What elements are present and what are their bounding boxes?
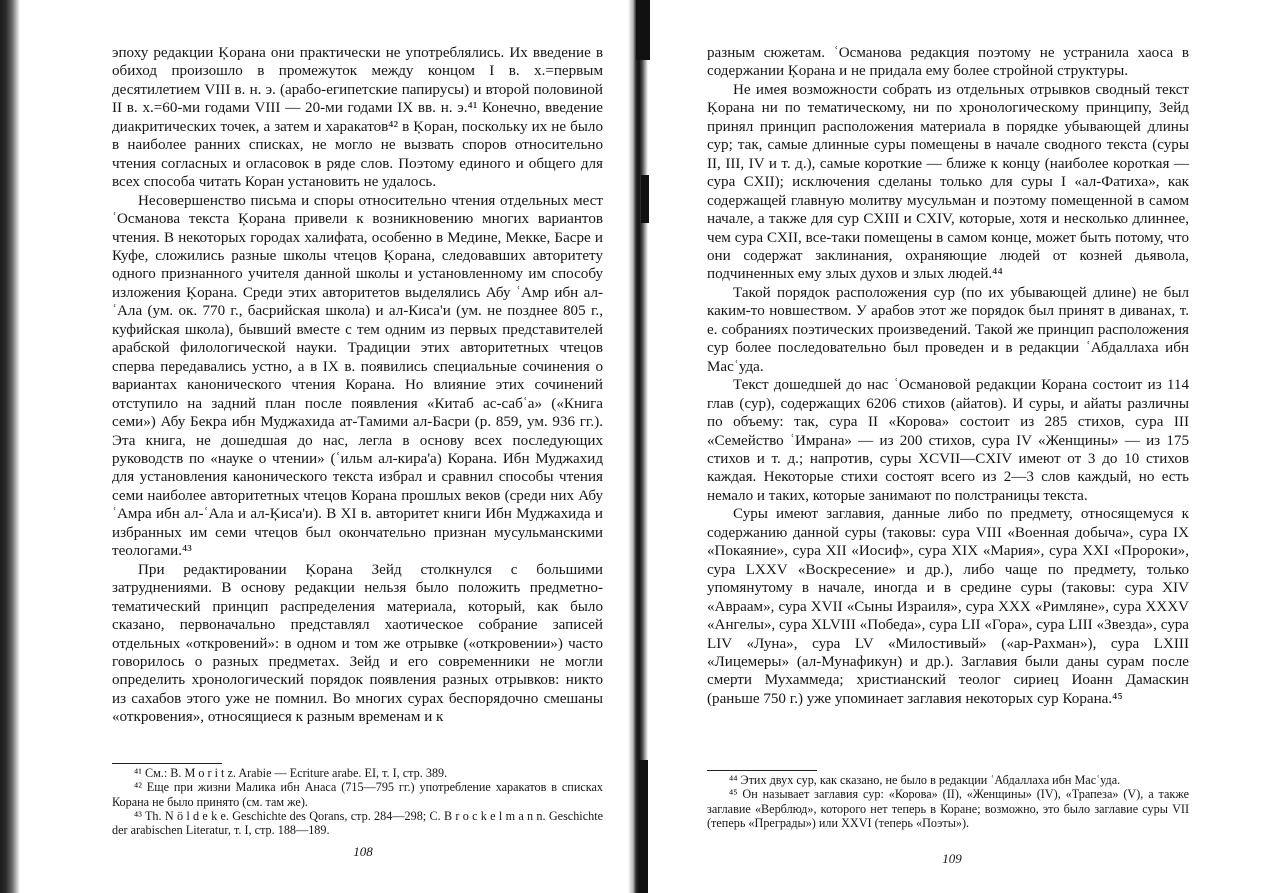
left-page <box>112 44 603 727</box>
right-page-body <box>707 44 1189 708</box>
gutter-mark <box>641 175 649 223</box>
paragraph: Не имея возможности собрать из отдельных отрывков сводный текст Ķорана ни по тематическому, ни по хронологическому принципу, Зейд принял принцип расположения материала в порядке убывающей длины сур; так, самые длинные суры помещены в начале сводного текста (суры II, III, IV и т. д.), самые короткие — ближе к концу (наиболее короткая — сура CXII); исключения сделаны только для суры I «ал-Фатиха», как содержащей главную молитву мусульман и поэтому помещенной в самом начале, а также для сур CXIII и CXIV, которые, хотя и несколько длиннее, чем сура CXII, все-таки помещены в самом конце, может быть потому, что они содержат заклинания, охраняющие людей от козней дьявола, подчиненных ему злых духов и злых людей.⁴⁴ <box>707 81 1189 283</box>
gutter-mark <box>636 0 650 60</box>
paragraph: Несовершенство письма и споры относительно чтения отдельных мест ʿОсманова текста Ķорана привели к возникновению многих вариантов чтения. В некоторых городах халифата, особенно в Медине, Мекке, Басре и Куфе, сложились разные школы чтецов Ķорана, следовавших авторитету одного признанного учителя данной школы и установленному им способу изложения Ķорана. Среди этих авторитетов выделялись Абу ʿАмр ибн ал-ʿАла (ум. ок. 770 г., басрийская школа) и ал-Киса'и (ум. не позднее 805 г., куфийская школа), бывший вместе с тем одним из первых представителей арабской филологической науки. Традиции этих авторитетных чтецов сперва передавались устно, а в IX в. появились специальные сочинения о вариантах канонического чтения Корана. Но влияние этих сочинений отступило на задний план после появления «Китаб ас-сабʿа» («Книга семи») Абу Бекра ибн Муджахида ат-Тамими ал-Басри (р. 859, ум. 936 гг.). Эта книга, не дошедшая до нас, легла в основу всех последующих руководств по «науке о чтении» (ʿильм ал-кира'а) Корана. Ибн Муджахид для установления канонического текста избрал и сравнил способы чтения семи наиболее авторитетных чтецов Корана прошлых веков (среди них Абу ʿАмра ибн ал-ʿАла и ал-Ķиса'и). В XI в. авторитет книги Ибн Муджахида и избранных им семи чтецов был окончательно признан мусульманскими теологами.⁴³ <box>112 192 603 560</box>
paragraph: Такой порядок расположения сур (по их убывающей длине) не был каким-то новшеством. У арабов этот же порядок был принят в диванах, т. е. собраниях поэтических произведений. Такой же принцип расположения сур более последовательно был проведен и в редакции ʿАбдаллаха ибн Масʿуда. <box>707 284 1189 375</box>
paragraph: Суры имеют заглавия, данные либо по предмету, относящемуся к содержанию данной суры (таковы: сура VIII «Военная добыча», сура IX «Покаяние», сура XII «Иосиф», сура XIX «Мария», сура XXI «Пророки», сура LXXV «Воскресение» и др.), либо чаще по предмету, только упомянутому в начале, иногда и в средине суры (таковы: сура XIV «Авраам», сура XVII «Сыны Израиля», сура XXX «Римляне», сура XXXV «Ангелы», сура XLVIII «Победа», сура LII «Гора», сура LIII «Звезда», сура LIV «Луна», сура LV «Милостивый» («ар-Рахман»), сура LXIII «Лицемеры» (ал-Мунафикун) и др.). Заглавия были даны сурам после смерти Мухаммеда; христианский теолог сириец Иоанн Дамаскин (раньше 750 г.) уже упоминает заглавия некоторых сур Корана.⁴⁵ <box>707 506 1189 707</box>
paragraph: эпоху редакции Ķорана они практически не употреблялись. Их введение в обиход произошло в промежуток между концом I в. х.=первым десятилетием VIII в. н. э. (арабо-египетские папирусы) и второй половиной II в. х.=60-ми годами VIII — 20-ми годами IX вв. н. э.⁴¹ Конечно, введение диакритических точек, а затем и харакатов⁴² в Ķоран, поскольку их не было в наиболее ранних списках, не могло не вызвать споров относительно чтения согласных и огласовок в ряде слов. Поэтому единого и общего для всех способа читать Коран установить не удалось. <box>112 45 603 191</box>
paragraph: Текст дошедшей до нас ʿОсмановой редакции Корана состоит из 114 глав (сур), содержащих 6206 стихов (айатов). И суры, и айаты различны по объему: так, сура II «Корова» состоит из 285 стихов, сура III «Семейство ʿИмрана» — из 200 стихов, сура IV «Женщины» — из 175 стихов и т. д.; напротив, суры XCVII—CXIV имеют от 3 до 10 стихов каждая. Некоторые стихи состоят всего из 2—3 слов каждый, но есть немало и таких, которые занимают по полстраницы текста. <box>707 377 1189 504</box>
footnote: ⁴³ Th. N ö l d e k e. Geschichte des Qorans, стр. 284—298; C. B r o c k e l m a n n. Geschichte der arabischen Literatur, т. I, стр. 188—189. <box>112 808 603 838</box>
footnote: ⁴⁴ Этих двух сур, как сказано, не было в редакции ʿАбдаллаха ибн Масʿуда. <box>729 773 1121 787</box>
footnote: ⁴⁵ Он называет заглавия сур: «Корова» (II), «Женщины» (IV), «Трапеза» (V), а также заглавие «Верблюд», которого нет теперь в Коране; возможно, это было заглавие суры VII (теперь «Преграды») или XXVI (теперь «Поэты»). <box>707 787 1189 830</box>
page-number: 108 <box>353 844 373 859</box>
paragraph: разным сюжетам. ʿОсманова редакция поэтому не устранила хаоса в содержании Ķорана и не придала ему более стройной структуры. <box>707 45 1189 80</box>
right-page <box>707 44 1189 708</box>
left-footnotes <box>112 766 603 837</box>
gutter-mark <box>638 760 648 893</box>
scan-edge-left <box>0 0 20 893</box>
footnote: ⁴¹ См.: B. M o r i t z. Arabie — Ecriture arabe. EI, т. I, стр. 389. <box>134 766 448 780</box>
page-number: 109 <box>942 851 962 866</box>
left-page-body <box>112 44 603 727</box>
footnote: ⁴² Еще при жизни Малика ибн Анаса (715—795 гг.) употребление харакатов в списках Корана не было принято (см. там же). <box>112 780 603 809</box>
footnote-rule <box>112 763 222 764</box>
footnote-rule <box>707 770 817 771</box>
paragraph: При редактировании Ķорана Зейд столкнулся с большими затруднениями. В основу редакции нельзя было положить предметно-тематический принцип распределения материала, который, как было сказано, первоначально представлял хаотическое собрание записей отдельных «откровений»: в одном и том же отрывке («откровении») часто говорилось о разных предметах. Зейд и его современники не могли определить хронологический порядок появления разных отрывков: никто из сахабов этого уже не помнил. Во многих сурах беспорядочно смешаны «откровения», относящиеся к разным временам и к <box>112 561 603 726</box>
right-footnotes <box>707 773 1189 830</box>
